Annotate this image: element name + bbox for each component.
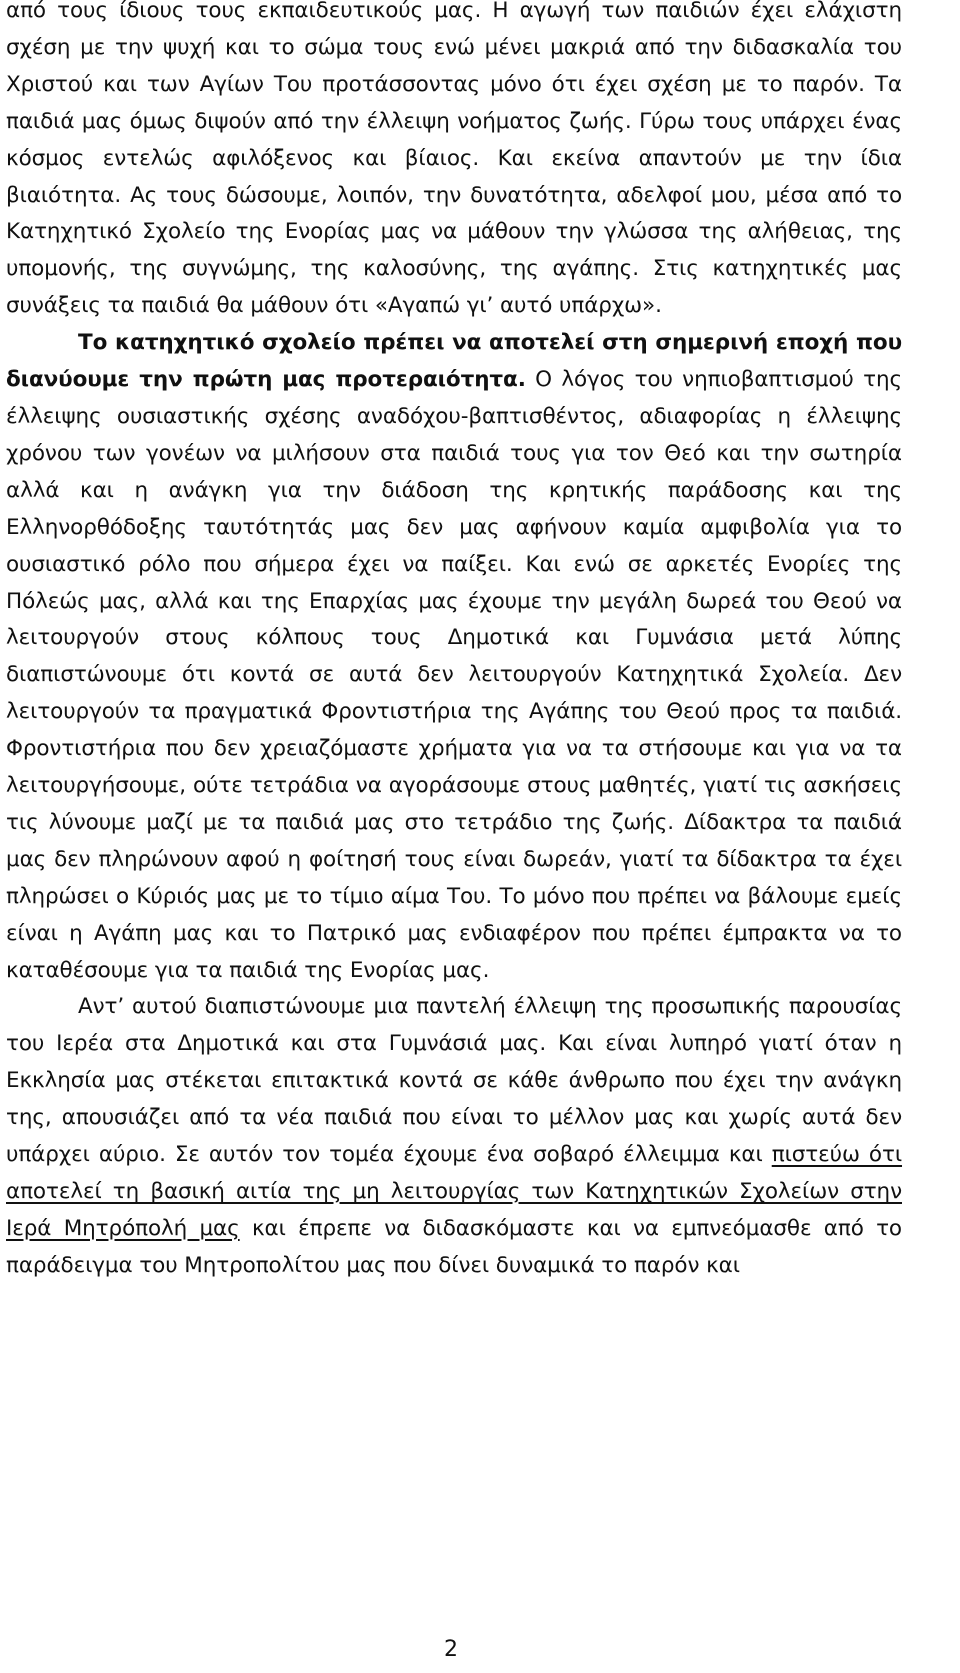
page-number: 2 [444,1637,458,1662]
paragraph-3 [6,989,902,1284]
paragraph-2-body: Ο λόγος του νηπιοβαπτισμού της έλλειψης ουσιαστικής σχέσης αναδόχου-βαπτισθέντος, αδιαφορίας η έλλειψης χρόνου των γονέων να μιλήσουν στα παιδιά τους για τον Θεό και την σωτηρία αλλά και η ανάγκη για την διάδοση της κρητικής παράδοσης και της Ελληνορθόδοξης ταυτότητάς μας δεν μας αφήνουν καμία αμφιβολία για το ουσιαστικό ρόλο που σήμερα έχει να παίξει. Και ενώ σε αρκετές Ενορίες της Πόλεώς μας, αλλά και της Επαρχίας μας έχουμε την μεγάλη δωρεά του Θεού να λειτουργούν στους κόλπους τους Δημοτικά και Γυμνάσια μετά λύπης διαπιστώνουμε ότι κοντά σε αυτά δεν λειτουργούν Κατηχητικά Σχολεία. Δεν λειτουργούν τα πραγματικά Φροντιστήρια της Αγάπης του Θεού προς τα παιδιά. Φροντιστήρια που δεν χρειαζόμαστε χρήματα για να τα στήσουμε και για να τα λειτουργήσουμε, ούτε τετράδια να αγοράσουμε στους μαθητές, γιατί τις ασκήσεις τις λύνουμε μαζί με τα παιδιά μας στο τετράδιο της ζωής. Δίδακτρα τα παιδιά μας δεν πληρώνουν αφού η φοίτησή τους είναι δωρεάν, γιατί τα δίδακτρα τα έχει πληρώσει ο Κύριός μας με το τίμιο αίμα Του. Το μόνο που πρέπει να βάλουμε εμείς είναι η Αγάπη μας και το Πατρικό μας ενδιαφέρον που πρέπει έμπρακτα να το καταθέσουμε για τα παιδιά της Ενορίας μας. [6,367,903,983]
paragraph-3-start: Αντ’ αυτού διαπιστώνουμε μια παντελή έλλειψη της προσωπικής παρουσίας του Ιερέα στα Δημοτικά και στα Γυμνάσιά μας. Και είναι λυπηρό γιατί όταν η Εκκλησία μας στέκεται επιτακτικά κοντά σε κάθε άνθρωπο που έχει την ανάγκη της, απουσιάζει από τα νέα παιδιά που είναι το μέλλον μας και χωρίς αυτά δεν υπάρχει αύριο. Σε αυτόν τον τομέα έχουμε ένα σοβαρό έλλειμμα και [6,994,902,1168]
paragraph-3-end: και έπρεπε να διδασκόμαστε και να εμπνεόμασθε από το παράδειγμα του Μητροπολίτου μας που δίνει δυναμικά το παρόν και [6,1215,902,1278]
paragraph-1: από τους ίδιους τους εκπαιδευτικούς μας. Η αγωγή των παιδιών έχει ελάχιστη σχέση με την ψυχή και το σώμα τους ενώ μένει μακριά από την διδασκαλία του Χριστού και των Αγίων Του προτάσσοντας μόνο ότι έχει σχέση με το παρόν. Τα παιδιά μας όμως διψούν από την έλλειψη νοήματος ζωής. Γύρω τους υπάρχει ένας κόσμος εντελώς αφιλόξενος και βίαιος. Και εκείνα απαντούν με την ίδια βιαιότητα. Ας τους δώσουμε, λοιπόν, την δυνατότητα, αδελφοί μου, μέσα από το Κατηχητικό Σχολείο της Ενορίας μας να μάθουν την γλώσσα της αλήθειας, της υπομονής, της συγνώμης, της καλοσύνης, της αγάπης. Στις κατηχητικές μας συνάξεις τα παιδιά θα μάθουν ότι «Αγαπώ γι’ αυτό υπάρχω». [6,0,902,319]
bold-statement: Το κατηχητικό σχολείο πρέπει να αποτελεί στη σημερινή εποχή που διανύουμε την πρώτη μας προτεραιότητα. [6,330,902,393]
underlined-statement: πιστεύω ότι αποτελεί τη βασική αιτία της μη λειτουργίας των Κατηχητικών Σχολείων στην Ιερά Μητρόπολή μας [6,1142,903,1241]
document-page [6,0,902,1285]
paragraph-2 [6,325,902,989]
